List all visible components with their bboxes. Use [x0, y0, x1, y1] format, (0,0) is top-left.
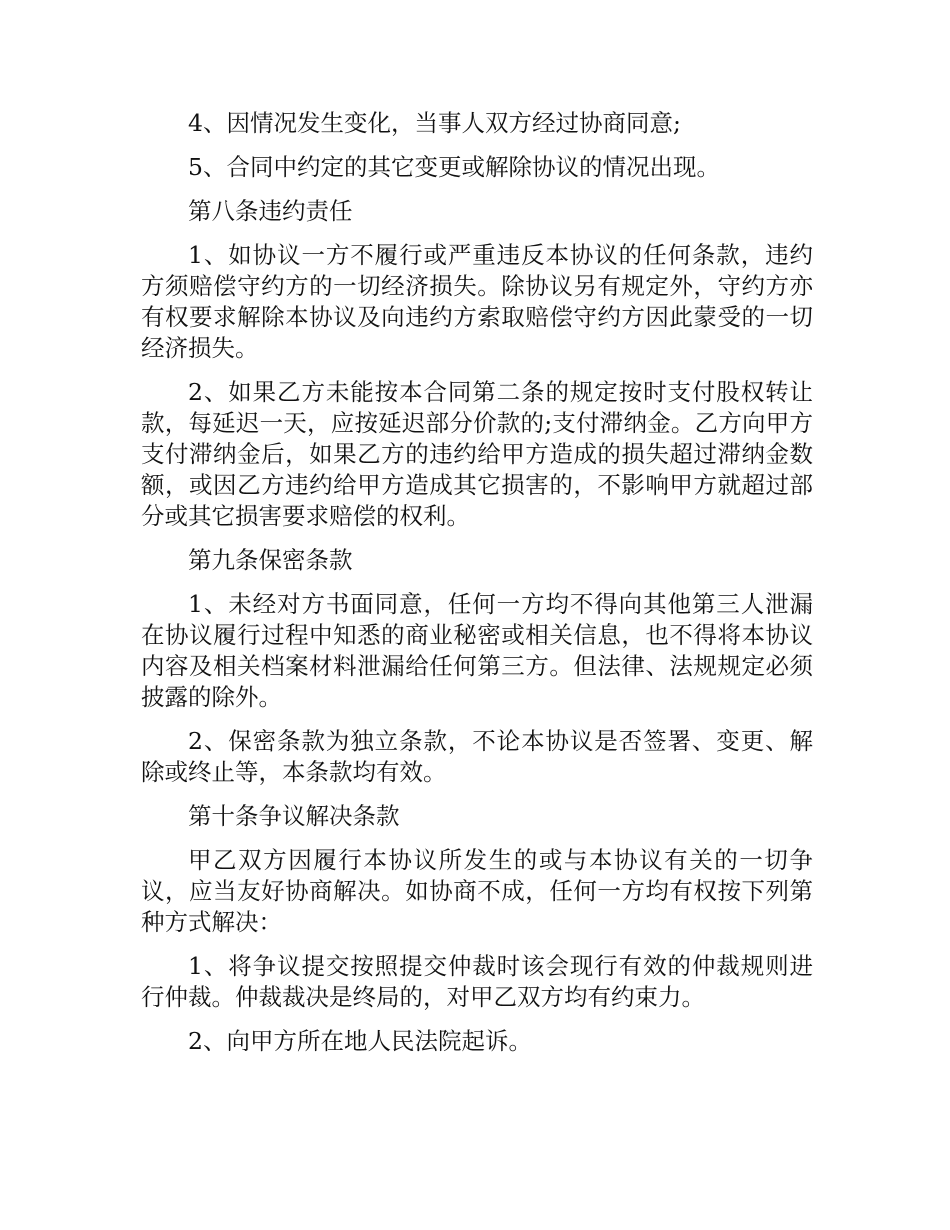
- article-8-item-2: 2、如果乙方未能按本合同第二条的规定按时支付股权转让款，每延迟一天，应按延迟部分价款的;支付滞纳金。乙方向甲方支付滞纳金后，如果乙方的违约给甲方造成的损失超过滞纳金数额，或因乙方违约给甲方造成其它损害的，不影响甲方就超过部分或其它损害要求赔偿的权利。: [141, 378, 813, 530]
- document-page: [141, 108, 813, 1070]
- clause-item-4: 4、因情况发生变化，当事人双方经过协商同意;: [188, 109, 681, 137]
- article-10-item-2: 2、向甲方所在地人民法院起诉。: [188, 1027, 532, 1055]
- article-8-item-1: 1、如协议一方不履行或严重违反本协议的任何条款，违约方须赔偿守约方的一切经济损失。除协议另有规定外，守约方亦有权要求解除本协议及向违约方索取赔偿守约方因此蒙受的一切经济损失。: [141, 241, 813, 362]
- article-9-heading: 第九条保密条款: [188, 546, 353, 574]
- article-10-item-1: 1、将争议提交按照提交仲裁时该会现行有效的仲裁规则进行仲裁。仲裁裁决是终局的，对甲乙双方均有约束力。: [141, 952, 813, 1011]
- article-10-heading: 第十条争议解决条款: [188, 802, 400, 830]
- clause-item-5: 5、合同中约定的其它变更或解除协议的情况出现。: [188, 153, 720, 181]
- article-8-heading: 第八条违约责任: [188, 197, 353, 225]
- article-10-intro: 甲乙双方因履行本协议所发生的或与本协议有关的一切争议，应当友好协商解决。如协商不成，任何一方均有权按下列第种方式解决：: [141, 846, 813, 936]
- article-9-item-1: 1、未经对方书面同意，任何一方均不得向其他第三人泄漏在协议履行过程中知悉的商业秘密或相关信息，也不得将本协议内容及相关档案材料泄漏给任何第三方。但法律、法规规定必须披露的除外。: [141, 590, 813, 711]
- article-9-item-2: 2、保密条款为独立条款，不论本协议是否签署、变更、解除或终止等，本条款均有效。: [141, 727, 813, 786]
